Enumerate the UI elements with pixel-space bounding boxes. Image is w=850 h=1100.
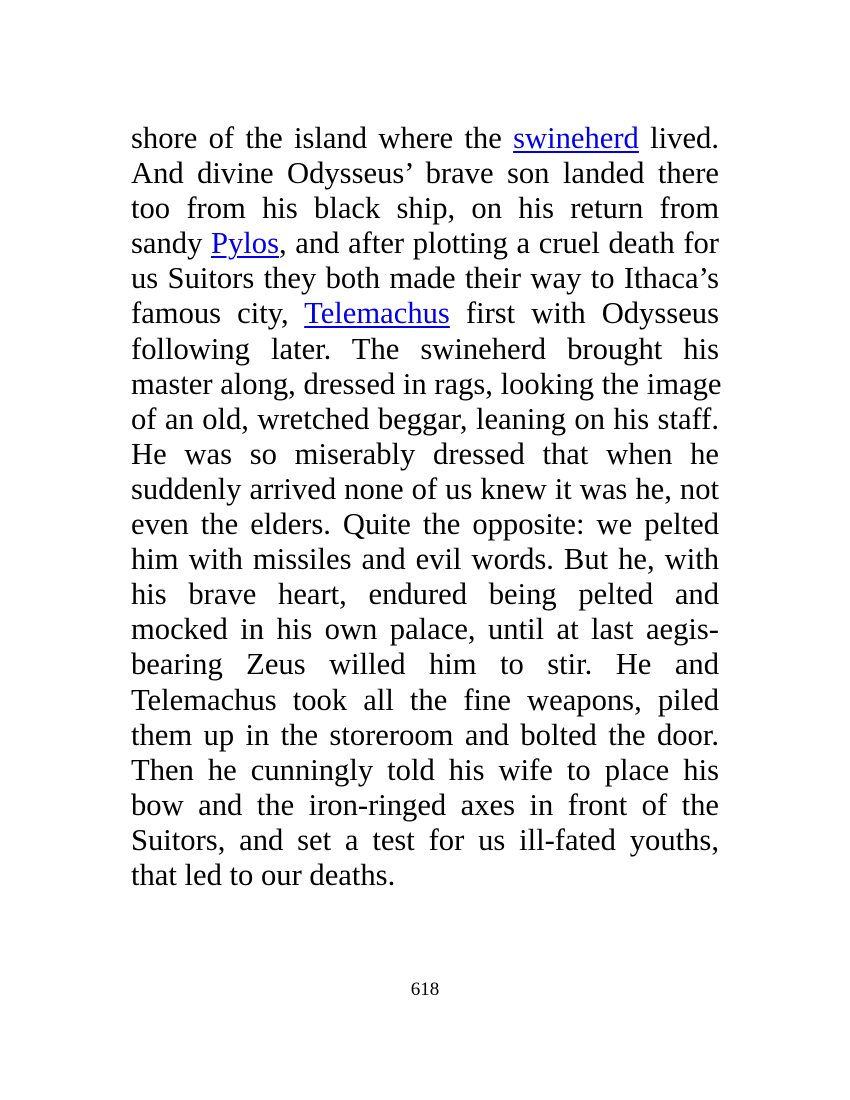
text-line xyxy=(131,542,719,577)
text-run: Telemachus took all the fine weapons, piled xyxy=(131,682,719,717)
text-line xyxy=(131,507,719,542)
text-line xyxy=(131,753,719,788)
text-run: bearing Zeus willed him to stir. He and xyxy=(131,647,719,682)
text-line xyxy=(131,261,719,296)
text-run: his brave heart, endured being pelted and xyxy=(131,577,719,612)
text-run: master along, dressed in rags, looking the image xyxy=(131,366,722,401)
text-run: shore of the island where the xyxy=(131,121,514,155)
text-run: him with missiles and evil words. But he, with xyxy=(131,542,719,577)
text-run: them up in the storeroom and bolted the door. xyxy=(131,717,719,752)
text-line xyxy=(131,683,719,718)
body-text xyxy=(131,121,722,893)
text-run: lived. xyxy=(638,121,719,155)
text-line xyxy=(131,647,719,682)
text-run: He was so miserably dressed that when he xyxy=(131,436,719,471)
text-run: of an old, wretched beggar, leaning on his staff. xyxy=(131,401,719,436)
link-swineherd[interactable]: swineherd xyxy=(513,121,639,155)
text-run: And divine Odysseus’ brave son landed there xyxy=(131,156,719,191)
text-line xyxy=(131,156,719,191)
text-line xyxy=(131,296,719,331)
text-run: suddenly arrived none of us knew it was he, not xyxy=(131,471,719,506)
text-line xyxy=(131,402,719,437)
text-line xyxy=(131,612,719,647)
text-line xyxy=(131,226,719,261)
text-run: famous city, xyxy=(131,296,305,331)
text-run: Then he cunningly told his wife to place his xyxy=(131,752,719,787)
text-line xyxy=(131,858,719,893)
text-line xyxy=(131,788,719,823)
text-line xyxy=(131,366,722,402)
text-run: , and after plotting a cruel death for xyxy=(279,226,719,261)
text-run: Suitors, and set a test for us ill-fated youths, xyxy=(131,822,719,857)
text-run: sandy xyxy=(131,226,211,261)
text-run: bow and the iron-ringed axes in front of the xyxy=(131,787,719,822)
text-line xyxy=(131,577,719,612)
text-line xyxy=(131,437,719,472)
text-run: that led to our deaths. xyxy=(131,857,396,892)
link-telemachus[interactable]: Telemachus xyxy=(304,296,450,331)
text-line xyxy=(131,121,719,156)
text-run: too from his black ship, on his return from xyxy=(131,191,719,226)
text-line xyxy=(131,332,719,367)
text-line xyxy=(131,718,719,753)
text-run: even the elders. Quite the opposite: we pelted xyxy=(131,507,719,542)
text-run: us Suitors they both made their way to Ithaca’s xyxy=(131,261,719,296)
text-line xyxy=(131,191,719,226)
text-run: following later. The swineherd brought his xyxy=(131,331,719,366)
text-run: mocked in his own palace, until at last aegis- xyxy=(131,612,719,647)
text-line xyxy=(131,472,719,507)
text-run: first with Odysseus xyxy=(449,296,719,331)
link-pylos[interactable]: Pylos xyxy=(211,226,280,261)
page-number: 618 xyxy=(410,979,440,1000)
text-line xyxy=(131,823,719,858)
